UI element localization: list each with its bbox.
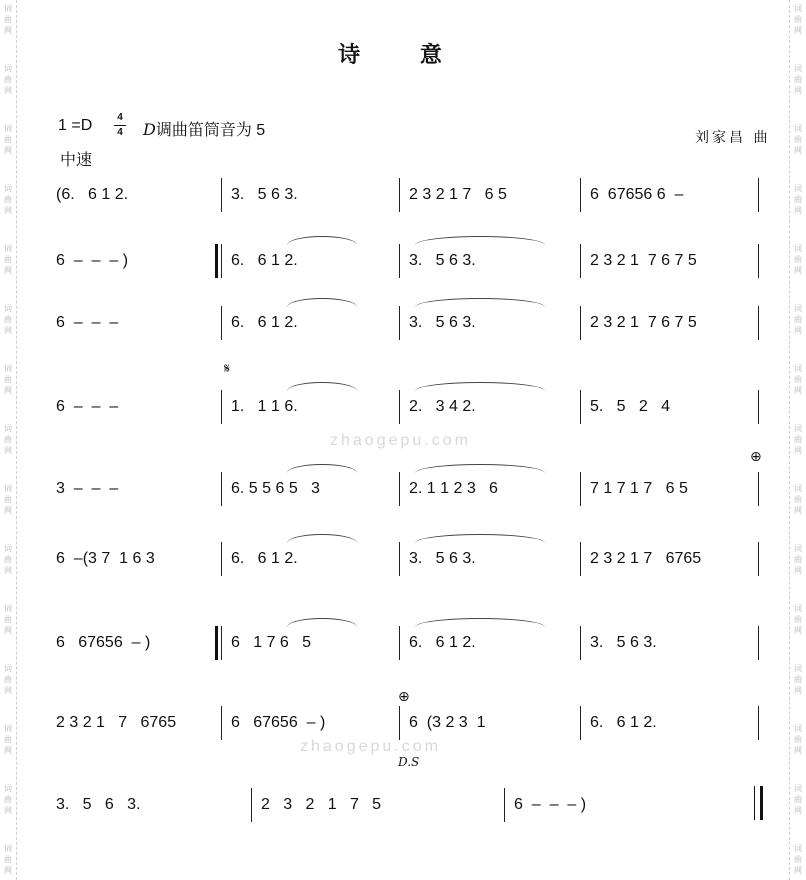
slur-mark bbox=[287, 382, 357, 391]
side-watermark-char: 网 bbox=[4, 386, 12, 395]
measure: 3. 5 6 3. bbox=[56, 796, 141, 813]
measure: 6 67656 – ) bbox=[56, 634, 151, 651]
bar-line bbox=[399, 306, 400, 340]
side-watermark-char: 词 bbox=[4, 424, 12, 433]
side-watermark-char: 曲 bbox=[4, 855, 12, 864]
side-watermark-char: 词 bbox=[4, 664, 12, 673]
side-watermark-char: 曲 bbox=[794, 315, 802, 324]
slur-mark bbox=[415, 464, 545, 473]
measure: (6. 6 1 2. bbox=[56, 186, 129, 203]
measure: 6 – – – bbox=[56, 314, 119, 331]
bar-line bbox=[504, 788, 505, 822]
measure: 6. 6 1 2. bbox=[231, 314, 298, 331]
side-watermark-char: 网 bbox=[794, 446, 802, 455]
slur-mark bbox=[415, 534, 545, 543]
side-watermark-char: 词 bbox=[794, 724, 802, 733]
score-line bbox=[52, 614, 762, 674]
song-title: 诗 意 bbox=[338, 42, 468, 68]
side-watermark-char: 网 bbox=[4, 746, 12, 755]
key-signature: 1 =D bbox=[58, 117, 93, 134]
side-watermark-char: 曲 bbox=[4, 315, 12, 324]
measure: 3. 5 6 3. bbox=[409, 252, 476, 269]
meter-bar bbox=[114, 125, 126, 126]
side-watermark-char: 词 bbox=[794, 424, 802, 433]
bar-line bbox=[580, 390, 581, 424]
measure: 3. 5 6 3. bbox=[409, 314, 476, 331]
bar-line bbox=[580, 626, 581, 660]
score-line bbox=[52, 776, 762, 836]
bar-line bbox=[758, 542, 759, 576]
score-line bbox=[52, 294, 762, 354]
measure: 6 –(3 7 1 6 3 bbox=[56, 550, 155, 567]
side-watermark-char: 网 bbox=[4, 506, 12, 515]
side-watermark-char: 词 bbox=[794, 304, 802, 313]
coda-sign: ⊕ bbox=[398, 688, 410, 704]
measure: 6. 6 1 2. bbox=[231, 252, 298, 269]
side-watermark-char: 网 bbox=[794, 626, 802, 635]
slur-mark bbox=[287, 464, 357, 473]
side-watermark-char: 网 bbox=[4, 446, 12, 455]
coda-sign: ⊕ bbox=[750, 448, 762, 464]
measure: 2 3 2 1 7 6765 bbox=[590, 550, 702, 567]
side-watermark-char: 网 bbox=[794, 26, 802, 35]
measure: 2 3 2 1 7 6765 bbox=[56, 714, 177, 731]
bar-line bbox=[399, 542, 400, 576]
side-watermark-char: 词 bbox=[794, 544, 802, 553]
side-watermark-char: 曲 bbox=[4, 255, 12, 264]
slur-mark bbox=[415, 298, 545, 307]
bar-line bbox=[580, 178, 581, 212]
bar-line bbox=[758, 472, 759, 506]
side-watermark-char: 网 bbox=[794, 806, 802, 815]
bar-line bbox=[221, 178, 222, 212]
slur-mark bbox=[287, 618, 357, 627]
side-watermark-char: 词 bbox=[4, 4, 12, 13]
side-watermark-char: 词 bbox=[4, 544, 12, 553]
segno-sign: 𝄋 bbox=[224, 360, 231, 376]
slur-mark bbox=[415, 618, 545, 627]
bar-line bbox=[221, 390, 222, 424]
measure: 3. 5 6 3. bbox=[409, 550, 476, 567]
side-watermark-char: 网 bbox=[794, 386, 802, 395]
side-watermark-char: 词 bbox=[794, 784, 802, 793]
side-watermark-char: 词 bbox=[794, 124, 802, 133]
slur-mark bbox=[415, 236, 545, 245]
side-watermark-char: 词 bbox=[794, 484, 802, 493]
bar-line bbox=[399, 178, 400, 212]
measure: 6. 6 1 2. bbox=[590, 714, 657, 731]
measure: 5. 5 2 4 bbox=[590, 398, 671, 415]
measure: 2 3 2 1 7 6 7 5 bbox=[590, 252, 697, 269]
side-watermark-char: 曲 bbox=[4, 735, 12, 744]
bar-line bbox=[580, 706, 581, 740]
side-watermark-char: 词 bbox=[4, 604, 12, 613]
time-signature bbox=[114, 112, 126, 139]
side-watermark-char: 词 bbox=[794, 4, 802, 13]
measure: 3. 5 6 3. bbox=[231, 186, 298, 203]
bar-line bbox=[399, 390, 400, 424]
side-watermark-char: 词 bbox=[4, 184, 12, 193]
side-watermark-char: 词 bbox=[4, 64, 12, 73]
side-watermark-char: 词 bbox=[794, 844, 802, 853]
side-watermark-char: 曲 bbox=[794, 15, 802, 24]
tuning-key: D bbox=[143, 120, 156, 139]
side-watermark-char: 网 bbox=[794, 746, 802, 755]
side-watermark-char: 曲 bbox=[4, 75, 12, 84]
measure: 3. 5 6 3. bbox=[590, 634, 657, 651]
side-watermark-char: 网 bbox=[4, 86, 12, 95]
bar-line bbox=[221, 706, 222, 740]
side-watermark-char: 曲 bbox=[794, 795, 802, 804]
da-segno-mark: D.S bbox=[398, 755, 420, 769]
measure: 6 67656 6 – bbox=[590, 186, 684, 203]
bar-line bbox=[758, 178, 759, 212]
measure: 7 1 7 1 7 6 5 bbox=[590, 480, 688, 497]
measure: 6 67656 – ) bbox=[231, 714, 326, 731]
bar-line bbox=[251, 788, 252, 822]
side-watermark-char: 词 bbox=[794, 244, 802, 253]
measure: 1. 1 1 6. bbox=[231, 398, 298, 415]
measure: 3 – – – bbox=[56, 480, 119, 497]
side-watermark-char: 词 bbox=[4, 724, 12, 733]
side-watermark-char: 曲 bbox=[4, 555, 12, 564]
repeat-sign bbox=[215, 244, 224, 278]
side-watermark-char: 网 bbox=[4, 566, 12, 575]
bar-line bbox=[580, 244, 581, 278]
side-watermark-char: 曲 bbox=[4, 375, 12, 384]
bar-line bbox=[221, 542, 222, 576]
side-watermark-char: 曲 bbox=[794, 435, 802, 444]
tuning-note bbox=[143, 117, 265, 140]
side-watermark-char: 曲 bbox=[794, 255, 802, 264]
side-watermark-char: 网 bbox=[4, 26, 12, 35]
side-watermark-char: 曲 bbox=[794, 75, 802, 84]
bar-line bbox=[399, 706, 400, 740]
side-watermark-char: 词 bbox=[794, 64, 802, 73]
side-watermark-char: 曲 bbox=[4, 135, 12, 144]
side-watermark-char: 曲 bbox=[4, 615, 12, 624]
measure: 6. 6 1 2. bbox=[409, 634, 476, 651]
side-watermark-char: 曲 bbox=[4, 675, 12, 684]
measure: 2 3 2 1 7 6 5 bbox=[409, 186, 507, 203]
side-watermark-char: 词 bbox=[4, 304, 12, 313]
side-watermark-char: 词 bbox=[4, 484, 12, 493]
bar-line bbox=[758, 706, 759, 740]
side-watermark-char: 词 bbox=[4, 244, 12, 253]
tempo-marking: 中速 bbox=[60, 152, 93, 169]
side-watermark-char: 词 bbox=[4, 124, 12, 133]
slur-mark bbox=[287, 236, 357, 245]
slur-mark bbox=[287, 534, 357, 543]
measure: 6 1 7 6 5 bbox=[231, 634, 312, 651]
side-watermark-char: 曲 bbox=[794, 495, 802, 504]
side-watermark-char: 网 bbox=[4, 146, 12, 155]
side-watermark-char: 曲 bbox=[794, 135, 802, 144]
final-bar-line bbox=[754, 786, 763, 820]
side-watermark-char: 曲 bbox=[794, 375, 802, 384]
bar-line bbox=[399, 472, 400, 506]
side-watermark-char: 词 bbox=[794, 184, 802, 193]
side-watermark-char: 网 bbox=[4, 326, 12, 335]
score-line bbox=[52, 530, 762, 590]
side-watermark-char: 曲 bbox=[4, 495, 12, 504]
side-watermark-char: 网 bbox=[794, 326, 802, 335]
side-watermark-char: 网 bbox=[4, 626, 12, 635]
bar-line bbox=[399, 626, 400, 660]
watermark-text: zhaogepu.com bbox=[300, 738, 441, 755]
measure: 6 – – – ) bbox=[56, 252, 129, 269]
side-watermark-char: 曲 bbox=[4, 195, 12, 204]
slur-mark bbox=[287, 298, 357, 307]
side-watermark-char: 词 bbox=[794, 664, 802, 673]
bar-line bbox=[580, 472, 581, 506]
bar-line bbox=[221, 472, 222, 506]
score-line bbox=[52, 378, 762, 438]
measure: 2. 3 4 2. bbox=[409, 398, 476, 415]
side-watermark-char: 网 bbox=[4, 686, 12, 695]
side-watermark-char: 网 bbox=[794, 146, 802, 155]
side-watermark-char: 网 bbox=[794, 686, 802, 695]
side-watermark-char: 曲 bbox=[794, 195, 802, 204]
measure: 6. 5 5 6 5 3 bbox=[231, 480, 320, 497]
side-watermark-char: 网 bbox=[4, 806, 12, 815]
bar-line bbox=[221, 306, 222, 340]
side-watermark-char: 曲 bbox=[794, 855, 802, 864]
side-watermark-char: 网 bbox=[4, 206, 12, 215]
side-watermark-char: 词 bbox=[4, 364, 12, 373]
bar-line bbox=[758, 306, 759, 340]
side-watermark-char: 词 bbox=[794, 364, 802, 373]
measure: 2 3 2 1 7 5 bbox=[261, 796, 382, 813]
meter-top: 4 bbox=[117, 112, 123, 123]
score-line bbox=[52, 166, 762, 226]
side-watermark-char: 曲 bbox=[4, 435, 12, 444]
side-watermark-char: 曲 bbox=[4, 15, 12, 24]
side-watermark-char: 网 bbox=[794, 566, 802, 575]
slur-mark bbox=[415, 382, 545, 391]
composer-credit: 刘家昌 曲 bbox=[695, 130, 771, 146]
score-line bbox=[52, 232, 762, 292]
side-watermark-char: 网 bbox=[794, 86, 802, 95]
side-watermark-char: 网 bbox=[4, 266, 12, 275]
bar-line bbox=[580, 306, 581, 340]
score-line bbox=[52, 460, 762, 520]
tuning-text: 调曲笛筒音为 5 bbox=[155, 122, 266, 139]
side-watermark-char: 词 bbox=[4, 784, 12, 793]
side-watermark-char: 网 bbox=[794, 506, 802, 515]
bar-line bbox=[758, 390, 759, 424]
bar-line bbox=[758, 626, 759, 660]
measure: 6 (3 2 3 1 bbox=[409, 714, 486, 731]
side-watermark-char: 网 bbox=[794, 266, 802, 275]
side-watermark-char: 曲 bbox=[794, 615, 802, 624]
side-watermark-char: 曲 bbox=[794, 735, 802, 744]
bar-line bbox=[758, 244, 759, 278]
side-watermark-char: 网 bbox=[4, 866, 12, 875]
right-watermark-strip bbox=[789, 0, 806, 880]
measure: 2. 1 1 2 3 6 bbox=[409, 480, 498, 497]
side-watermark-char: 曲 bbox=[4, 795, 12, 804]
measure: 6 – – – bbox=[56, 398, 119, 415]
bar-line bbox=[399, 244, 400, 278]
repeat-sign bbox=[215, 626, 224, 660]
side-watermark-char: 词 bbox=[794, 604, 802, 613]
bar-line bbox=[580, 542, 581, 576]
watermark-text: zhaogepu.com bbox=[330, 432, 471, 449]
side-watermark-char: 网 bbox=[794, 206, 802, 215]
meter-bottom: 4 bbox=[117, 127, 123, 138]
left-watermark-strip bbox=[0, 0, 17, 880]
side-watermark-char: 网 bbox=[794, 866, 802, 875]
side-watermark-char: 曲 bbox=[794, 555, 802, 564]
measure: 2 3 2 1 7 6 7 5 bbox=[590, 314, 697, 331]
side-watermark-char: 词 bbox=[4, 844, 12, 853]
measure: 6 – – – ) bbox=[514, 796, 587, 813]
side-watermark-char: 曲 bbox=[794, 675, 802, 684]
measure: 6. 6 1 2. bbox=[231, 550, 298, 567]
